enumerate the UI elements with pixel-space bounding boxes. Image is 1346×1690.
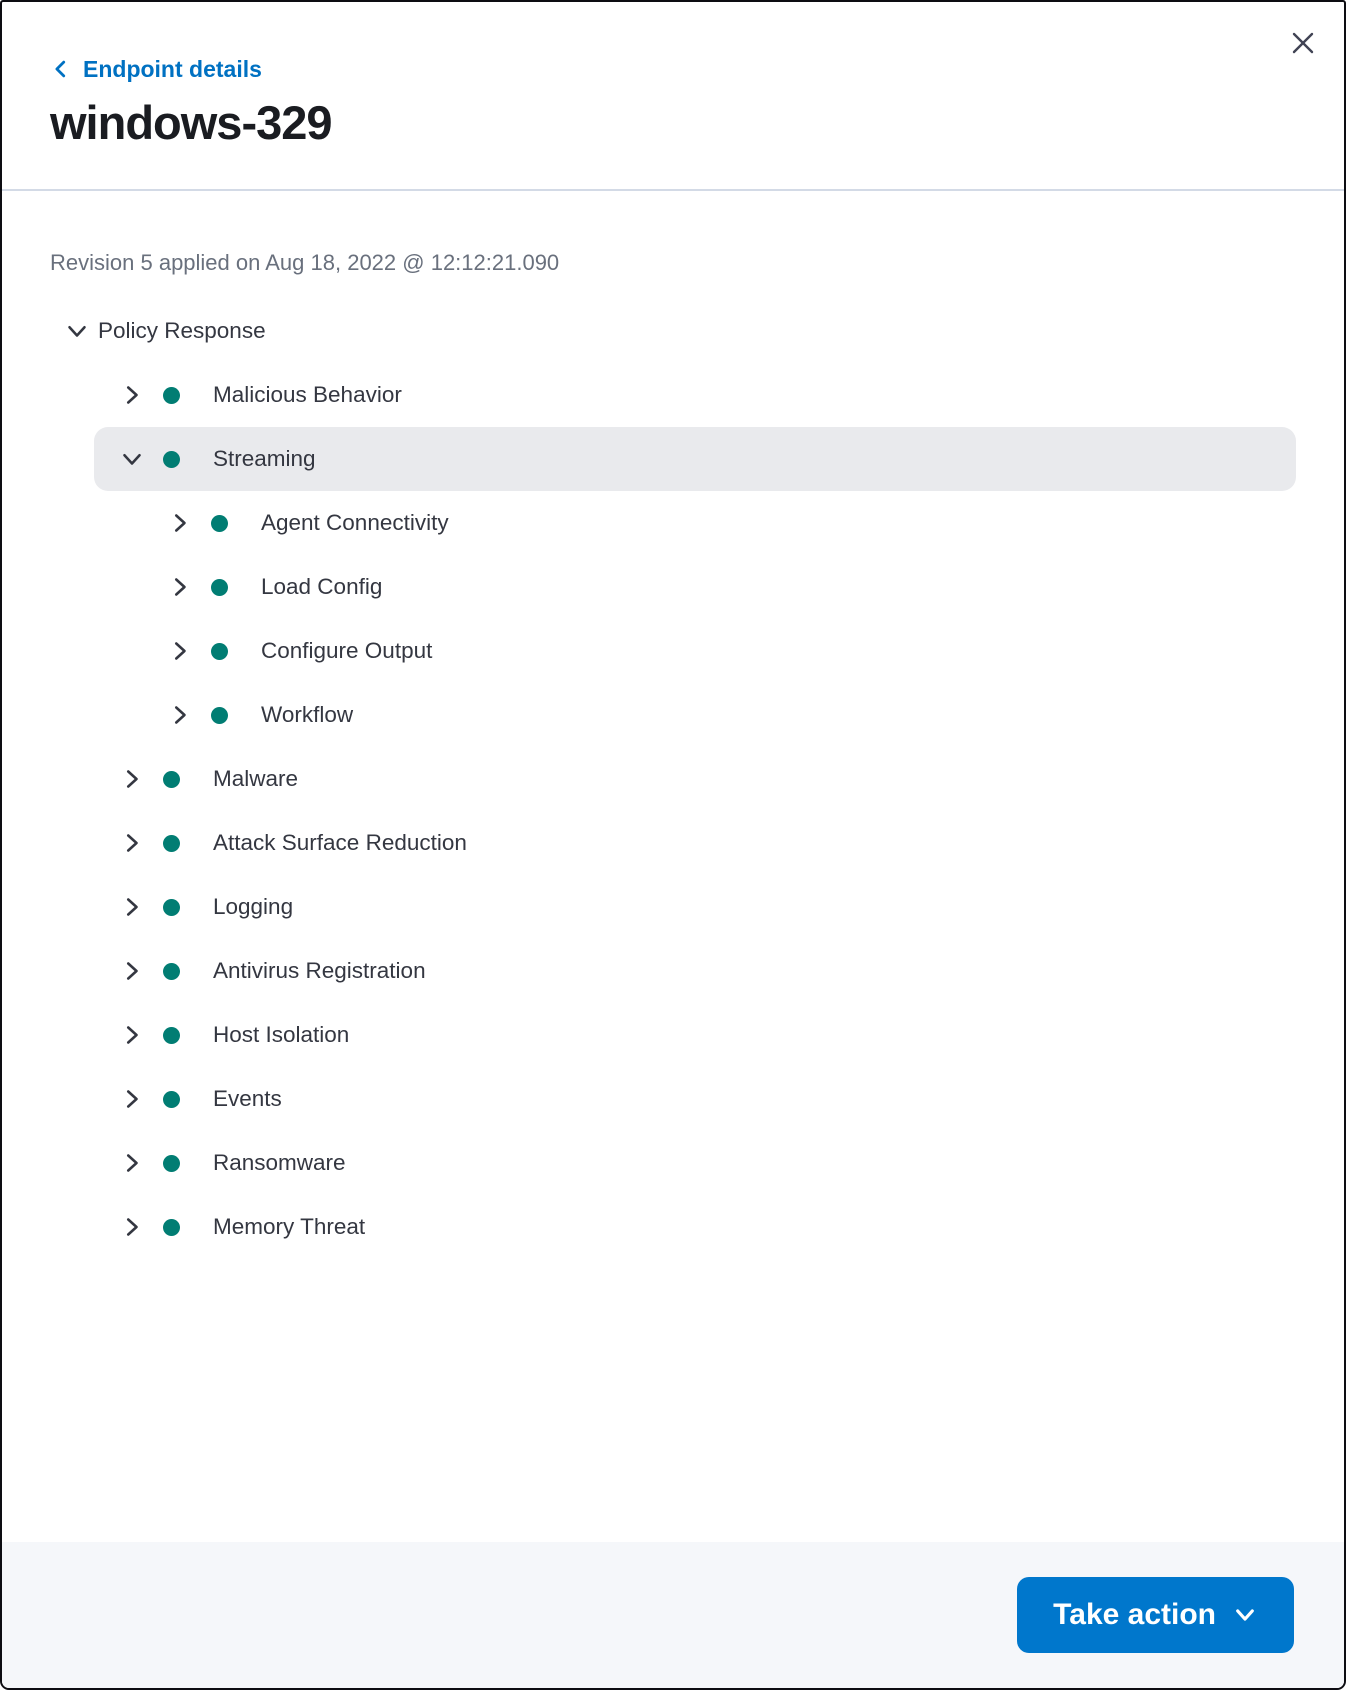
flyout-footer xyxy=(2,1542,1344,1688)
chevron-down-icon[interactable] xyxy=(65,319,89,343)
chevron-right-icon[interactable] xyxy=(120,1215,144,1239)
chevron-right-icon[interactable] xyxy=(120,895,144,919)
flyout-body xyxy=(2,191,1344,1259)
chevron-right-icon[interactable] xyxy=(168,575,192,599)
chevron-right-icon[interactable] xyxy=(168,703,192,727)
chevron-right-icon[interactable] xyxy=(120,1023,144,1047)
tree-item-label: Events xyxy=(213,1086,282,1111)
tree-item-label: Agent Connectivity xyxy=(261,510,449,535)
tree-row[interactable] xyxy=(94,555,1296,619)
tree-item-label: Workflow xyxy=(261,702,354,727)
status-dot xyxy=(163,1155,180,1172)
take-action-label: Take action xyxy=(1053,1598,1216,1631)
tree-row[interactable] xyxy=(94,1131,1296,1195)
page-title: windows-329 xyxy=(50,96,332,149)
status-dot xyxy=(211,579,228,596)
tree-row[interactable] xyxy=(94,747,1296,811)
tree-row[interactable] xyxy=(94,619,1296,683)
tree-row[interactable] xyxy=(94,491,1296,555)
tree-row[interactable] xyxy=(94,811,1296,875)
chevron-right-icon[interactable] xyxy=(120,767,144,791)
status-dot xyxy=(211,707,228,724)
chevron-right-icon[interactable] xyxy=(168,511,192,535)
chevron-right-icon[interactable] xyxy=(120,1087,144,1111)
status-dot xyxy=(163,963,180,980)
back-link-label: Endpoint details xyxy=(83,55,262,82)
chevron-right-icon[interactable] xyxy=(120,383,144,407)
tree-row[interactable] xyxy=(94,1003,1296,1067)
chevron-down-icon[interactable] xyxy=(120,447,144,471)
tree-item-label: Policy Response xyxy=(98,318,266,343)
tree-item-label: Load Config xyxy=(261,574,383,599)
tree-item-label: Antivirus Registration xyxy=(213,958,426,983)
tree-item-label: Memory Threat xyxy=(213,1214,366,1239)
tree-row[interactable] xyxy=(50,299,1296,363)
chevron-right-icon[interactable] xyxy=(120,831,144,855)
tree-item-label: Malicious Behavior xyxy=(213,382,402,407)
tree-item-label: Host Isolation xyxy=(213,1022,350,1047)
status-dot xyxy=(163,1091,180,1108)
status-dot xyxy=(163,387,180,404)
tree-item-label: Configure Output xyxy=(261,638,433,663)
chevron-left-icon xyxy=(50,58,72,80)
tree-item-label: Streaming xyxy=(213,446,316,471)
tree-row[interactable] xyxy=(94,363,1296,427)
tree-item-label: Logging xyxy=(213,894,294,919)
status-dot xyxy=(163,1219,180,1236)
tree-row[interactable] xyxy=(94,875,1296,939)
policy-response-tree xyxy=(50,299,1296,1259)
take-action-button[interactable] xyxy=(1017,1577,1294,1653)
tree-row[interactable] xyxy=(94,683,1296,747)
chevron-down-icon xyxy=(1232,1602,1258,1628)
status-dot xyxy=(211,643,228,660)
tree-row[interactable] xyxy=(94,1067,1296,1131)
chevron-right-icon[interactable] xyxy=(120,1151,144,1175)
revision-text: Revision 5 applied on Aug 18, 2022 @ 12:12:21.090 xyxy=(50,250,560,275)
status-dot xyxy=(163,771,180,788)
chevron-right-icon[interactable] xyxy=(168,639,192,663)
status-dot xyxy=(163,451,180,468)
tree-row[interactable] xyxy=(94,1195,1296,1259)
tree-row[interactable] xyxy=(94,427,1296,491)
flyout-header xyxy=(2,2,1344,151)
back-link[interactable] xyxy=(50,54,262,84)
status-dot xyxy=(163,1027,180,1044)
status-dot xyxy=(163,835,180,852)
close-icon xyxy=(1287,27,1319,59)
tree-item-label: Attack Surface Reduction xyxy=(213,830,467,855)
chevron-right-icon[interactable] xyxy=(120,959,144,983)
close-button[interactable] xyxy=(1284,24,1322,62)
tree-row[interactable] xyxy=(94,939,1296,1003)
status-dot xyxy=(163,899,180,916)
tree-item-label: Malware xyxy=(213,766,299,791)
tree-item-label: Ransomware xyxy=(213,1150,346,1175)
status-dot xyxy=(211,515,228,532)
